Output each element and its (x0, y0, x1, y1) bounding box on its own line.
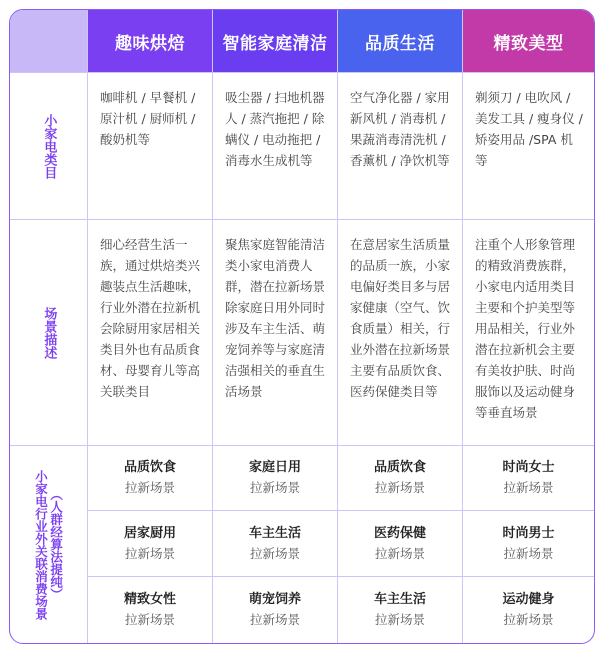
column-header-beauty: 精致美型 (463, 10, 594, 73)
description-cell-cleaning: 聚焦家庭智能清洁类小家电消费人群，潜在拉新场景除家庭日用外同时涉及车主生活、萌宠饲养等与家庭清洁强相关的垂直生活场景 (213, 220, 338, 446)
scene-cell: 医药保健 拉新场景 (338, 511, 463, 577)
scene-cell: 萌宠饲养 拉新场景 (213, 577, 338, 643)
scene-cell: 居家厨用 拉新场景 (88, 511, 213, 577)
scene-cell: 运动健身 拉新场景 (502, 592, 555, 627)
description-cell-baking: 细心经营生活一族，通过烘焙类兴趣装点生活趣味，行业外潜在拉新机会除厨用家居相关类目外也有品质食材、母婴育儿等高关联类目 (88, 220, 213, 446)
category-cell-baking: 咖啡机 / 早餐机 / 原汁机 / 厨师机 / 酸奶机等 (88, 73, 213, 220)
scene-cell: 时尚女士 拉新场景 (463, 446, 594, 511)
scene-cell: 时尚男士 拉新场景 (463, 511, 594, 577)
scene-cell: 车主生活 拉新场景 (213, 511, 338, 577)
row-label-description: 场景描述 (10, 220, 88, 446)
corner-cell (10, 10, 88, 73)
column-header-quality-life: 品质生活 (338, 10, 463, 73)
category-cell-beauty: 剃须刀 / 电吹风 / 美发工具 / 瘦身仪 / 矫姿用品 /SPA 机等 (463, 73, 594, 220)
scene-cell: 车主生活 拉新场景 (338, 577, 463, 643)
scene-cell: 家庭日用 拉新场景 (213, 446, 338, 511)
scene-cell: 品质饮食 拉新场景 (88, 446, 213, 511)
column-header-cleaning: 智能家庭清洁 (213, 10, 338, 73)
scene-cell: 精致女性 拉新场景 (88, 577, 213, 643)
row-label-scenes: 小家电行业外关联消费场景 （人群经算法提纯） (10, 446, 88, 643)
column-header-baking: 趣味烘焙 (88, 10, 213, 73)
scenario-table (9, 9, 595, 644)
category-cell-quality-life: 空气净化器 / 家用新风机 / 消毒机 / 果蔬消毒清洗机 / 香薰机 / 净饮机等 (338, 73, 463, 220)
category-cell-cleaning: 吸尘器 / 扫地机器人 / 蒸汽拖把 / 除螨仪 / 电动拖把 / 消毒水生成机等 (213, 73, 338, 220)
description-cell-beauty: 注重个人形象管理的精致消费族群，小家电内适用类目主要和个护美型等用品相关，行业外潜在拉新机会主要有美妆护肤、时尚服饰以及运动健身等垂直场景 (463, 220, 594, 446)
scene-cell: 品质饮食 拉新场景 (338, 446, 463, 511)
description-cell-quality-life: 在意居家生活质量的品质一族，小家电偏好类目多与居家健康（空气、饮食质量）相关，行业外潜在拉新场景主要有品质饮食、医药保健类目等 (338, 220, 463, 446)
row-label-categories: 小家电类目 (10, 73, 88, 220)
